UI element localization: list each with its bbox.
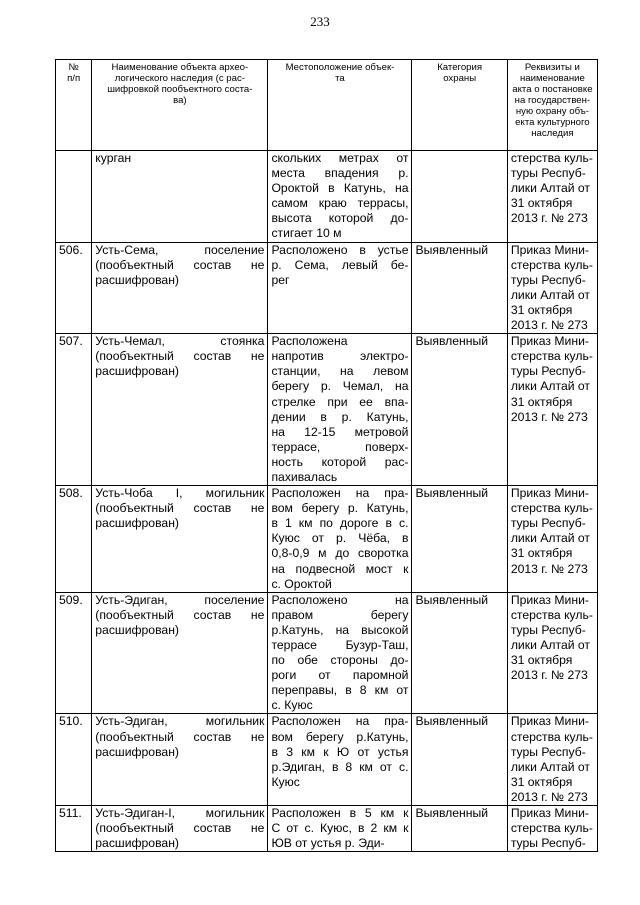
cell-line: высота которой до- [271,211,409,226]
cell-line: туры Респуб- [510,836,586,851]
cell-line: (пообъектный состав не [95,349,265,364]
cell-line: пахивалась [271,469,338,484]
header-number [56,60,92,151]
cell-line: С от с. Куюс, в 2 км к [271,821,409,836]
cell-line: Приказ Мини- [510,806,589,821]
table-body [56,151,598,852]
cell-line: расшифрован) [95,744,179,759]
cell-line: (пообъектный состав не [95,821,265,836]
cell-line: 2013 г. № 273 [510,409,588,424]
cell-line: лики Алтай от [510,181,591,196]
cell-line: стерства куль- [510,257,593,272]
registration-act [507,242,597,334]
cell-line: Усть-Сема, поселение [95,242,265,257]
cell-line: Куюс [271,774,300,789]
cell-line: рег [271,272,290,287]
cell-line: в 3 км к Ю от устья [271,744,409,759]
cell-line: расшифрован) [95,364,179,379]
header-line: № [68,62,79,73]
header-line: акта о постановке [512,84,593,95]
cell-line: с. Куюс [271,698,313,713]
cell-line: лики Алтай от [510,531,591,546]
cell-line: Куюс от р. Чёба, в [271,531,409,546]
cell-line: самом краю террасы, [271,196,409,211]
object-name [92,334,268,486]
row-number: 506. [56,242,92,334]
row-number: 507. [56,334,92,486]
cell-line: 2013 г. № 273 [510,211,588,226]
header-line: охраны [443,73,477,84]
cell-line: расшифрован) [95,836,179,851]
header-line: логического наследия (с рас- [114,73,245,84]
cell-line: Приказ Мини- [510,486,589,501]
cell-line: стерства куль- [510,729,593,744]
cell-line: туры Респуб- [510,516,586,531]
protection-category: Выявленный [412,334,507,486]
cell-line: расшифрован) [95,516,179,531]
cell-line: (пообъектный состав не [95,607,265,622]
cell-line: с. Ороктой [271,576,332,591]
cell-line: Расположена [271,334,348,349]
cell-line: 31 октября [510,774,573,789]
cell-line: туры Респуб- [510,272,586,287]
protection-category: Выявленный [412,714,507,806]
object-location [268,592,412,714]
cell-line: 31 октября [510,653,573,668]
table-row [56,714,598,806]
registration-act [507,592,597,714]
cell-line: Приказ Мини- [510,334,589,349]
registration-act [507,151,597,243]
cell-line: лики Алтай от [510,638,591,652]
cell-line: Усть-Чоба I, могильник [95,486,265,501]
object-location [268,806,412,852]
cell-line: Расположено в устье [271,242,409,257]
table-header-row [56,60,598,151]
cell-line: Усть-Эдиган-I, могильник [95,806,265,821]
object-name [92,486,268,593]
row-number: 508. [56,486,92,593]
header-protection-category [412,60,507,151]
page-number: 233 [310,14,330,29]
registration-act [507,334,597,486]
cell-line: 2013 г. № 273 [510,561,588,576]
object-name [92,806,268,852]
cell-line: 0,8-0,9 м до своротка [271,546,409,561]
protection-category: Выявленный [412,592,507,714]
cell-line: Приказ Мини- [510,592,589,607]
cell-line: стерства куль- [510,607,593,622]
header-line: ную охрану объ- [515,106,589,117]
cell-line: лики Алтай от [510,379,591,394]
table-row [56,806,598,852]
header-line: Местоположение объек- [285,62,395,73]
object-location [268,486,412,593]
object-location [268,242,412,334]
cell-line: 31 октября [510,394,573,409]
header-location [268,60,412,151]
protection-category: Выявленный [412,806,507,852]
object-name [92,714,268,806]
cell-line: напротив электро- [271,349,409,364]
header-line: Реквизиты и [524,62,580,73]
cell-line: террасе Бузур-Таш, [271,638,409,652]
table-row [56,151,598,243]
cell-line: вом берегу р.Катунь, [271,729,409,744]
cell-line: террасе, поверх- [271,439,409,454]
table-row [56,334,598,486]
row-number: 511. [56,806,92,852]
cell-line: правом берегу [271,607,409,622]
header-line: шифровкой пообъектного соста- [107,84,253,95]
cell-line: ЮВ от устья р. Эди- [271,836,385,851]
cell-line: станции, на левом [271,364,409,379]
cell-line: на подвесной мост к [271,561,409,576]
cell-line: 31 октября [510,546,573,561]
header-line: наследия [531,128,574,139]
cell-line: туры Респуб- [510,166,586,181]
cell-line: Усть-Эдиган, могильник [95,714,265,729]
header-line: Категория [437,62,483,73]
cell-line: туры Респуб- [510,744,586,759]
cell-line: по обе стороны до- [271,653,409,668]
cell-line: расшифрован) [95,272,179,287]
registration-act [507,714,597,806]
object-name [92,242,268,334]
cell-line: стерства куль- [510,349,593,364]
cell-line: туры Респуб- [510,622,586,637]
cell-line: курган [95,151,132,165]
cell-line: расшифрован) [95,622,179,637]
cell-line: (пообъектный состав не [95,257,265,272]
object-location [268,334,412,486]
cell-line: Расположен на пра- [271,714,409,729]
cell-line: р.Эдиган, в 8 км от с. [271,759,409,774]
object-name [92,151,268,243]
object-location [268,714,412,806]
cell-line: ность которой рас- [271,454,409,469]
cell-line: в 1 км по дороге в с. [271,516,409,531]
protection-category [412,151,507,243]
header-line: ва) [173,95,187,106]
cell-line: вом берегу р. Катунь, [271,501,409,516]
registration-act [507,486,597,593]
cell-line: лики Алтай от [510,287,591,302]
header-line: наименование [519,73,585,84]
cell-line: Усть-Чемал, стоянка [95,334,265,349]
cell-line: Ороктой в Катунь, на [271,181,409,196]
heritage-registry-table [55,59,598,852]
cell-line: роги от паромной [271,668,409,683]
cell-line: Приказ Мини- [510,714,589,729]
header-registration-act [507,60,597,151]
row-number: 510. [56,714,92,806]
protection-category: Выявленный [412,242,507,334]
header-line: на государствен- [514,95,591,106]
object-location [268,151,412,243]
cell-line: стерства куль- [510,821,593,836]
cell-line: Расположено на [271,592,409,607]
cell-line: скольких метрах от [271,151,409,165]
cell-line: 2013 г. № 273 [510,318,588,333]
cell-line: 31 октября [510,196,573,211]
header-line: Наименование объекта архео- [111,62,249,73]
cell-line: Приказ Мини- [510,242,589,257]
cell-line: переправы, в 8 км от [271,683,409,698]
header-line: та [335,73,345,84]
cell-line: лики Алтай от [510,759,591,774]
protection-category: Выявленный [412,486,507,593]
cell-line: 2013 г. № 273 [510,668,588,683]
cell-line: стигает 10 м [271,226,342,241]
row-number [56,151,92,243]
cell-line: стерства куль- [510,151,593,165]
header-object-name [92,60,268,151]
cell-line: р. Сема, левый бе- [271,257,409,272]
table-row [56,242,598,334]
cell-line: 31 октября [510,302,573,317]
cell-line: туры Респуб- [510,364,586,379]
cell-line: стрелке при ее впа- [271,394,409,409]
cell-line: дении в р. Катунь, [271,409,409,424]
cell-line: берегу р. Чемал, на [271,379,409,394]
object-name [92,592,268,714]
cell-line: Расположен в 5 км к [271,806,409,821]
cell-line: на 12-15 метровой [271,424,409,439]
cell-line: (пообъектный состав не [95,501,265,516]
cell-line: (пообъектный состав не [95,729,265,744]
table-row [56,592,598,714]
cell-line: места впадения р. [271,166,409,181]
registration-act [507,806,597,852]
cell-line: Расположен на пра- [271,486,409,501]
cell-line: Усть-Эдиган, поселение [95,592,265,607]
row-number: 509. [56,592,92,714]
table-row [56,486,598,593]
header-line: екта культурного [515,117,590,128]
header-line: п/п [67,73,81,84]
cell-line: р.Катунь, на высокой [271,622,409,637]
cell-line: 2013 г. № 273 [510,789,588,804]
cell-line: стерства куль- [510,501,593,516]
